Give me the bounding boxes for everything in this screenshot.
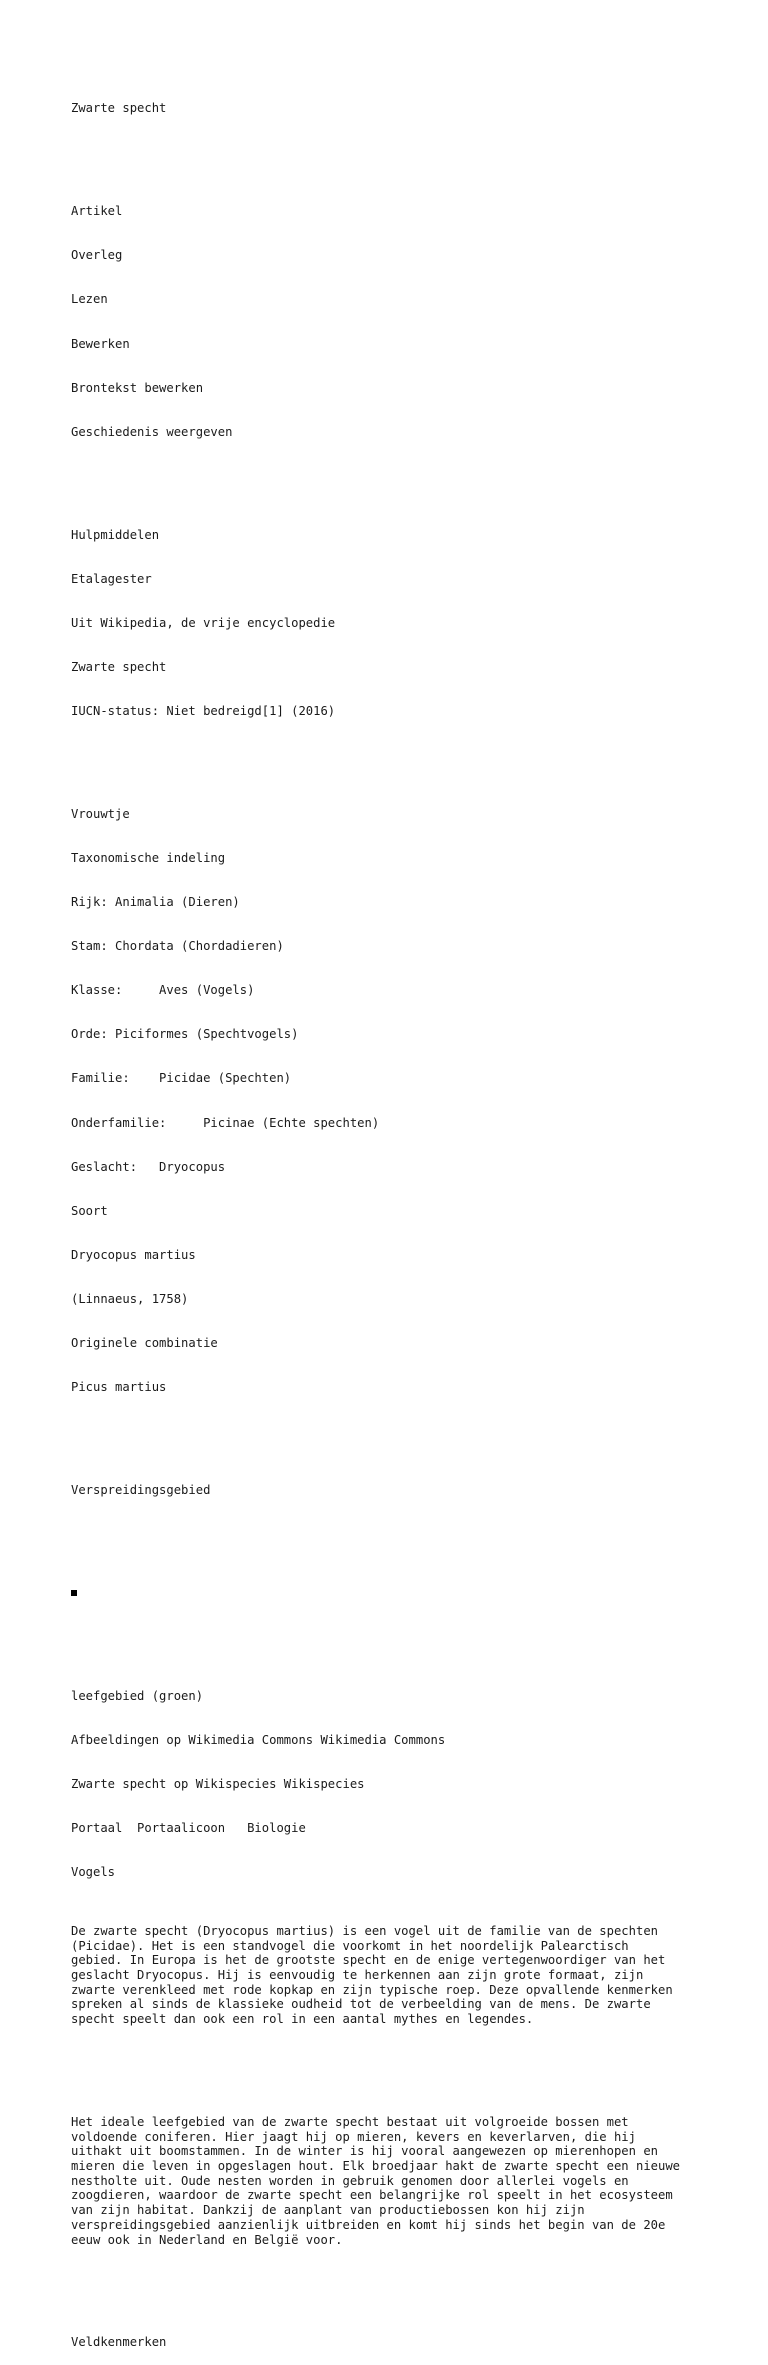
spacer — [71, 469, 731, 484]
taxon-orde: Orde: Piciformes (Spechtvogels) — [71, 1027, 299, 1042]
intro-paragraph — [71, 1924, 731, 2027]
paragraph-line: geslacht Dryocopus. Hij is eenvoudig te herkennen aan zijn grote formaat, zijn — [71, 1968, 644, 1983]
paragraph-line: eeuw ook in Nederland en België voor. — [71, 2232, 343, 2247]
vogels-link[interactable]: Vogels — [71, 1865, 116, 1880]
distribution-header: Verspreidingsgebied — [71, 1483, 211, 1498]
tools-menu[interactable]: Hulpmiddelen — [71, 527, 160, 542]
paragraph-line: (Picidae). Het is een standvogel die voorkomt in het noordelijk Palearctisch — [71, 1938, 629, 1953]
tab-overleg[interactable]: Overleg — [71, 248, 123, 263]
infobox-title: Zwarte specht — [71, 659, 167, 674]
tab-bewerken[interactable]: Bewerken — [71, 336, 130, 351]
document-body — [71, 72, 731, 2365]
paragraph-line: gebied. In Europa is het de grootste specht en de enige vertegenwoordiger van het — [71, 1953, 666, 1968]
taxon-familie: Familie: Picidae (Spechten) — [71, 1071, 292, 1086]
originele-combinatie-header: Originele combinatie — [71, 1336, 218, 1351]
paragraph-line: van zijn habitat. Dankzij de aanplant van productiebossen kon hij zijn — [71, 2203, 585, 2218]
paragraph-line: mieren die leven in opgeslagen hout. Elk broedjaar hakt de zwarte specht een nieuwe — [71, 2159, 681, 2174]
originele-combinatie-name: Picus martius — [71, 1380, 167, 1395]
habitat-paragraph — [71, 2115, 731, 2247]
paragraph-line: uithakt uit boomstammen. In de winter is hij vooral aangewezen op mierenhopen en — [71, 2144, 658, 2159]
wikispecies-link[interactable]: Zwarte specht op Wikispecies Wikispecies — [71, 1777, 365, 1791]
commons-link[interactable]: Afbeeldingen op Wikimedia Commons Wikimedia Commons — [71, 1732, 446, 1747]
taxon-rijk: Rijk: Animalia (Dieren) — [71, 895, 240, 910]
taxonomy-header: Taxonomische indeling — [71, 851, 226, 866]
taxon-klasse: Klasse: Aves (Vogels) — [71, 983, 255, 998]
page-title: Zwarte specht — [71, 101, 167, 116]
tab-brontekst-bewerken[interactable]: Brontekst bewerken — [71, 380, 204, 395]
taxon-stam: Stam: Chordata (Chordadieren) — [71, 939, 284, 954]
spacer — [71, 1630, 731, 1645]
paragraph-line: spreken al sinds de klassieke oudheid tot de verbeelding van de mens. De zwarte — [71, 1997, 651, 2012]
spacer — [71, 2277, 731, 2292]
iucn-status: IUCN-status: Niet bedreigd[1] (2016) — [71, 704, 336, 719]
paragraph-line: Het ideale leefgebied van de zwarte specht bestaat uit volgroeide bossen met — [71, 2115, 629, 2129]
tab-artikel[interactable]: Artikel — [71, 204, 123, 219]
map-placeholder — [71, 1586, 731, 1601]
tab-lezen[interactable]: Lezen — [71, 292, 108, 307]
square-bullet-icon — [71, 1590, 77, 1596]
image-caption: Vrouwtje — [71, 806, 130, 821]
section-heading-veldkenmerken: Veldkenmerken — [71, 2335, 167, 2350]
taxon-onderfamilie: Onderfamilie: Picinae (Echte spechten) — [71, 1115, 380, 1130]
site-tagline: Uit Wikipedia, de vrije encyclopedie — [71, 615, 336, 630]
paragraph-line: nestholte uit. Oude nesten worden in gebruik genomen door allerlei vogels en — [71, 2173, 629, 2188]
soort-author: (Linnaeus, 1758) — [71, 1291, 189, 1306]
paragraph-line: voldoende coniferen. Hier jaagt hij op mieren, kevers en keverlarven, die hij — [71, 2129, 636, 2144]
spacer — [71, 146, 731, 161]
portaal-link[interactable]: Portaal Portaalicoon Biologie — [71, 1821, 306, 1836]
paragraph-line: zwarte verenkleed met rode kopkap en zijn typische roep. Deze opvallende kenmerken — [71, 1982, 673, 1997]
spacer — [71, 748, 731, 763]
map-legend: leefgebied (groen) — [71, 1688, 204, 1703]
paragraph-line: specht speelt dan ook een rol in een aantal mythes en legendes. — [71, 2012, 534, 2027]
paragraph-line: De zwarte specht (Dryocopus martius) is een vogel uit de familie van de spechten — [71, 1923, 658, 1938]
paragraph-line: verspreidingsgebied aanzienlijk uitbreiden en komt hij sinds het begin van de 20e — [71, 2217, 666, 2232]
tab-geschiedenis[interactable]: Geschiedenis weergeven — [71, 424, 233, 439]
taxon-geslacht: Geslacht: Dryocopus — [71, 1159, 226, 1174]
soort-name: Dryocopus martius — [71, 1247, 196, 1262]
spacer — [71, 2056, 731, 2071]
spacer — [71, 1424, 731, 1439]
soort-header: Soort — [71, 1203, 108, 1218]
spacer — [71, 1527, 731, 1542]
featured-star-label: Etalagester — [71, 571, 152, 586]
paragraph-line: zoogdieren, waardoor de zwarte specht een belangrijke rol speelt in het ecosysteem — [71, 2188, 673, 2203]
